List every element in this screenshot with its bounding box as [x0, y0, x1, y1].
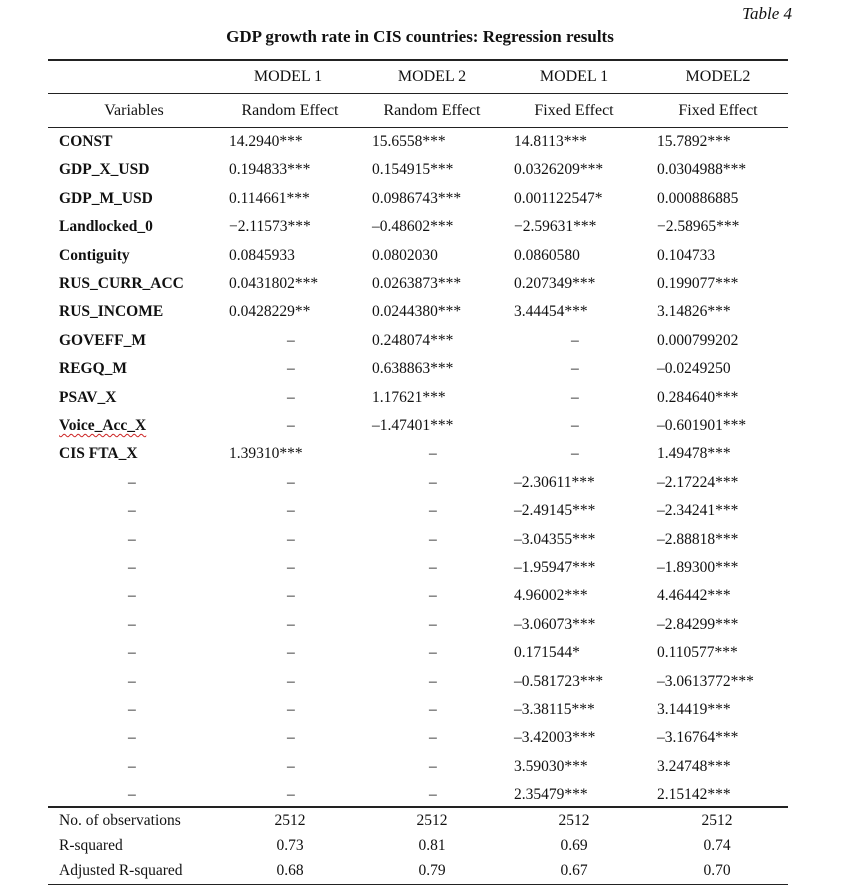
coefficient-cell: – — [287, 331, 295, 349]
coefficient-cell: 0.171544* — [514, 644, 580, 662]
coefficient-cell: 0.0845933 — [229, 246, 295, 264]
header-variables: Variables — [104, 102, 164, 119]
coefficient-cell: 0.0428229** — [229, 303, 311, 321]
coefficient-cell: – — [287, 530, 295, 548]
coefficient-cell: – — [429, 587, 437, 605]
coefficient-cell: 0.284640*** — [657, 388, 739, 406]
variable-name: – — [128, 530, 136, 548]
coefficient-cell: 14.2940*** — [229, 133, 303, 150]
coefficient-cell: – — [571, 360, 579, 378]
statistic-value: 0.69 — [560, 837, 588, 854]
coefficient-cell: 3.24748*** — [657, 757, 731, 775]
coefficient-cell: –2.49145*** — [514, 502, 596, 520]
variable-name: REGQ_M — [59, 360, 128, 378]
coefficient-cell: 3.14826*** — [657, 303, 731, 321]
coefficient-cell: –3.04355*** — [514, 530, 596, 548]
coefficient-cell: – — [429, 559, 437, 576]
coefficient-cell: – — [287, 786, 295, 804]
coefficient-cell: – — [429, 445, 437, 463]
statistic-value: 0.79 — [418, 862, 446, 879]
coefficient-cell: – — [429, 729, 437, 747]
header-effect-4: Fixed Effect — [678, 102, 758, 119]
coefficient-cell: 0.638863*** — [372, 360, 454, 378]
coefficient-cell: 0.104733 — [657, 246, 716, 264]
coefficient-cell: 0.110577*** — [657, 644, 738, 662]
table-label: Table 4 — [742, 4, 792, 23]
coefficient-cell: 0.0304988*** — [657, 161, 747, 179]
variable-name: – — [128, 757, 136, 775]
coefficient-cell: – — [429, 786, 437, 804]
table-title: GDP growth rate in CIS countries: Regression results — [226, 27, 614, 46]
coefficient-cell: 2.15142*** — [657, 786, 731, 804]
statistic-value: 2512 — [416, 812, 448, 829]
variable-name: RUS_INCOME — [59, 303, 164, 321]
coefficient-cell: 1.17621*** — [372, 388, 446, 406]
variable-name: – — [128, 786, 136, 804]
coefficient-cell: –2.17224*** — [657, 473, 739, 491]
coefficient-cell: – — [287, 757, 295, 775]
coefficient-cell: 4.96002*** — [514, 587, 588, 605]
coefficient-cell: –1.95947*** — [514, 559, 596, 576]
header-bottom-rule — [48, 127, 788, 128]
coefficient-cell: – — [287, 729, 295, 747]
coefficient-cell: 0.000886885 — [657, 189, 739, 207]
coefficient-cell: −2.58965*** — [657, 218, 740, 236]
coefficient-cell: – — [429, 757, 437, 775]
coefficient-cell: 0.0244380*** — [372, 303, 462, 321]
coefficient-cell: 0.000799202 — [657, 331, 739, 349]
coefficient-cell: –2.30611*** — [514, 473, 595, 491]
variable-name: – — [128, 559, 136, 576]
coefficient-cell: 0.0431802*** — [229, 275, 319, 292]
coefficient-cell: – — [429, 672, 437, 690]
coefficient-cell: – — [287, 388, 295, 406]
coefficient-cell: – — [429, 502, 437, 520]
coefficient-cell: – — [287, 502, 295, 520]
variable-name: – — [128, 615, 136, 633]
coefficient-cell: –1.47401*** — [372, 417, 454, 434]
header-effect-2: Random Effect — [383, 102, 481, 119]
coefficient-cell: 15.7892*** — [657, 133, 731, 150]
coefficient-cell: 2.35479*** — [514, 786, 588, 804]
variable-name: GDP_X_USD — [59, 161, 150, 179]
statistic-value: 0.81 — [418, 837, 446, 854]
coefficient-cell: – — [287, 587, 295, 605]
coefficient-cell: – — [571, 388, 579, 406]
statistic-value: 2512 — [558, 812, 590, 829]
coefficient-cell: – — [429, 473, 437, 491]
statistic-value: 0.67 — [560, 862, 588, 879]
coefficient-cell: 0.0326209*** — [514, 161, 604, 179]
statistic-label: Adjusted R-squared — [59, 862, 183, 879]
variable-name: GDP_M_USD — [59, 189, 153, 207]
header-model-2: MODEL 2 — [397, 68, 467, 85]
statistic-label: R-squared — [59, 837, 123, 854]
header-effect-3: Fixed Effect — [534, 102, 614, 119]
coefficient-cell: 0.0860580 — [514, 246, 580, 264]
coefficient-cell: –2.34241*** — [657, 502, 739, 520]
coefficient-cell: – — [571, 417, 579, 434]
coefficient-cell: –1.89300*** — [657, 559, 739, 576]
coefficient-cell: – — [287, 672, 295, 690]
header-effect-1: Random Effect — [241, 102, 339, 119]
variable-name: Landlocked_0 — [59, 218, 153, 236]
coefficient-cell: −2.59631*** — [514, 218, 597, 236]
variable-name: PSAV_X — [59, 388, 117, 406]
coefficient-cell: –0.581723*** — [514, 672, 604, 690]
header-divider — [48, 93, 788, 94]
coefficient-cell: –0.0249250 — [657, 360, 731, 378]
coefficient-cell: – — [571, 445, 579, 463]
coefficient-cell: 3.59030*** — [514, 757, 588, 775]
coefficient-cell: – — [429, 615, 437, 633]
coefficient-cell: 0.154915*** — [372, 161, 454, 179]
coefficient-cell: –3.0613772*** — [657, 672, 754, 690]
coefficient-cell: – — [429, 701, 437, 718]
coefficient-cell: 0.207349*** — [514, 275, 596, 292]
variable-name: – — [128, 672, 136, 690]
coefficient-cell: –2.88818*** — [657, 530, 739, 548]
variable-name: Voice_Acc_X — [59, 417, 147, 434]
coefficient-cell: –3.06073*** — [514, 615, 596, 633]
statistic-value: 2512 — [701, 812, 733, 829]
coefficient-cell: 0.114661*** — [229, 189, 310, 207]
coefficient-cell: – — [287, 417, 295, 434]
coefficient-cell: – — [429, 530, 437, 548]
coefficient-cell: 3.44454*** — [514, 303, 588, 321]
variable-name: – — [128, 473, 136, 491]
variable-name: CIS FTA_X — [59, 445, 138, 463]
coefficient-cell: −2.11573*** — [229, 218, 311, 236]
variable-name: – — [128, 502, 136, 520]
bottom-rule — [48, 884, 788, 885]
coefficient-cell: –0.48602*** — [372, 218, 454, 236]
coefficient-cell: 0.001122547* — [514, 189, 603, 207]
coefficient-cell: 1.39310*** — [229, 445, 303, 463]
variable-name: – — [128, 587, 136, 605]
coefficient-cell: – — [287, 615, 295, 633]
coefficient-cell: 1.49478*** — [657, 445, 731, 463]
variable-name: RUS_CURR_ACC — [59, 275, 184, 292]
statistic-value: 0.73 — [276, 837, 304, 854]
coefficient-cell: 4.46442*** — [657, 587, 731, 605]
variable-name: – — [128, 701, 136, 718]
header-model-4: MODEL2 — [685, 68, 751, 85]
coefficient-cell: 15.6558*** — [372, 133, 446, 150]
coefficient-cell: 0.0263873*** — [372, 275, 462, 292]
coefficient-cell: –3.42003*** — [514, 729, 596, 747]
variable-name: GOVEFF_M — [59, 331, 146, 349]
coefficient-cell: –2.84299*** — [657, 615, 739, 633]
coefficient-cell: 0.0802030 — [372, 246, 438, 264]
header-model-1: MODEL 1 — [253, 68, 323, 85]
variable-name: Contiguity — [59, 246, 130, 264]
coefficient-cell: 0.199077*** — [657, 275, 739, 292]
coefficient-cell: – — [571, 331, 579, 349]
variable-name: – — [128, 729, 136, 747]
body-bottom-rule — [48, 806, 788, 808]
coefficient-cell: – — [287, 644, 295, 662]
coefficient-cell: –3.16764*** — [657, 729, 739, 747]
coefficient-cell: 0.0986743*** — [372, 189, 462, 207]
statistic-value: 0.68 — [276, 862, 304, 879]
coefficient-cell: – — [429, 644, 437, 662]
statistic-value: 0.74 — [703, 837, 731, 854]
coefficient-cell: 3.14419*** — [657, 701, 731, 718]
coefficient-cell: – — [287, 559, 295, 576]
coefficient-cell: – — [287, 701, 295, 718]
coefficient-cell: – — [287, 473, 295, 491]
coefficient-cell: –3.38115*** — [514, 701, 595, 718]
coefficient-cell: 0.248074*** — [372, 331, 454, 349]
variable-name: – — [128, 644, 136, 662]
coefficient-cell: 0.194833*** — [229, 161, 311, 179]
coefficient-cell: 14.8113*** — [514, 133, 588, 150]
statistic-value: 2512 — [274, 812, 306, 829]
coefficient-cell: – — [287, 360, 295, 378]
top-rule — [48, 59, 788, 61]
statistic-label: No. of observations — [59, 812, 181, 829]
coefficient-cell: –0.601901*** — [657, 417, 747, 434]
statistic-value: 0.70 — [703, 862, 731, 879]
header-model-3: MODEL 1 — [539, 68, 609, 85]
variable-name: CONST — [59, 133, 113, 150]
